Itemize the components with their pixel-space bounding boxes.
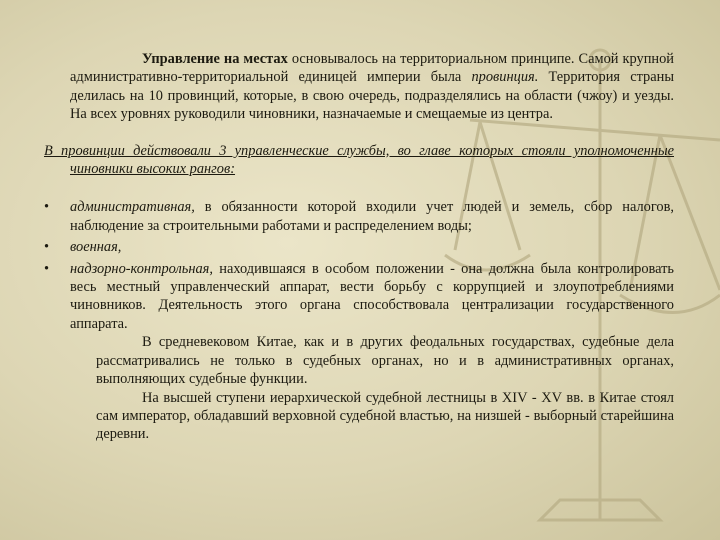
list-item bbox=[44, 238, 674, 256]
list-item-text: находившаяся в особом положении - она должна была контролировать весь местный управленческий аппарат, вести борьбу с коррупцией и злоупотреблениями чиновников. Деятельность этого органа способствовала централизации государственного аппарата. bbox=[70, 260, 674, 332]
list-item bbox=[44, 198, 674, 235]
paragraph-courts: В средневековом Китае, как и в других феодальных государствах, судебные дела рассматривались не только в судебных органах, но и в административных органах, выполняющих судебные функции. bbox=[96, 334, 674, 388]
italic-term: провинция. bbox=[471, 69, 539, 86]
paragraph-text: основывалось на территориальном принципе. Самой крупной административно-территориальной единицей империи была bbox=[70, 51, 675, 86]
bullet-icon: • bbox=[44, 199, 50, 216]
list-item bbox=[44, 260, 674, 444]
bold-term: Управление на местах bbox=[142, 51, 288, 67]
italic-term: надзорно-контрольная, bbox=[70, 260, 213, 277]
italic-term: административная, bbox=[70, 199, 195, 216]
bullet-icon: • bbox=[44, 239, 50, 256]
paragraph-text: Территория страны делилась на 10 провинций, которые, в свою очередь, подразделялись на области (чжоу) и уезды. На всех уровнях руководили чиновники, назначаемые и смещаемые из центра. bbox=[70, 69, 674, 123]
bullet-icon: • bbox=[44, 260, 50, 277]
italic-term: военная, bbox=[70, 239, 122, 256]
paragraph-emperor: На высшей ступени иерархической судебной лестницы в XIV - XV вв. в Китае стоял сам император, обладавший верховной судебной властью, на низшей - выборный старейшина деревни. bbox=[96, 389, 674, 443]
list-item-text: в обязанности которой входили учет людей и земель, сбор налогов, наблюдение за строительными работами и распределением воды; bbox=[70, 199, 674, 234]
slide-text bbox=[44, 50, 674, 447]
services-list bbox=[44, 198, 674, 443]
services-heading: В провинции действовали 3 управленческие службы, во главе которых стояли уполномоченные чиновники высоких рангов: bbox=[44, 142, 674, 178]
paragraph-local-government bbox=[44, 50, 674, 124]
